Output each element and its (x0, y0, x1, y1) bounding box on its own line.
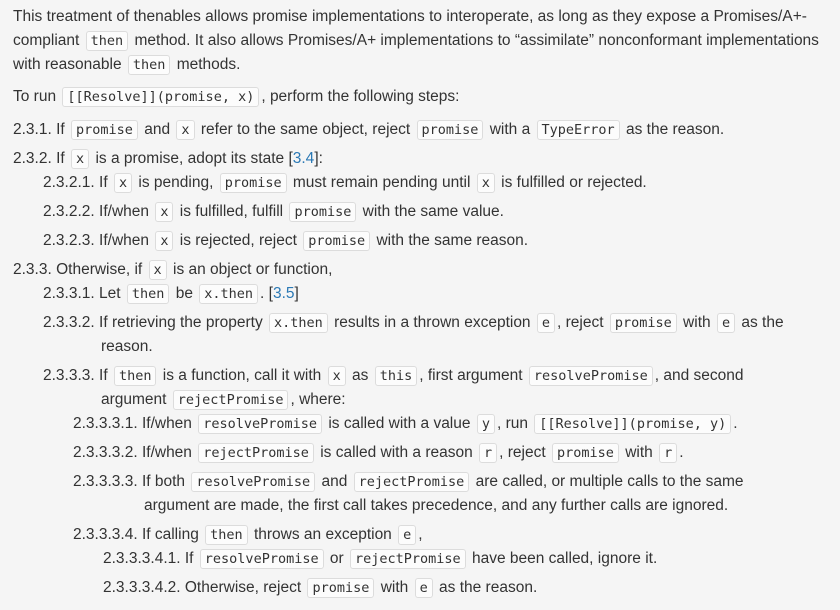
list-item-2-3-3 (13, 258, 827, 282)
item-text: , (418, 526, 423, 543)
list-item-2-3-3-3-1 (73, 412, 827, 436)
item-number: 2.3.3.3. (43, 367, 95, 384)
item-text: If (99, 367, 112, 384)
item-number: 2.3.2.3. (43, 232, 95, 249)
list-item-2-3-3-3-2 (73, 441, 827, 465)
item-text: Otherwise, if (56, 261, 147, 278)
item-text: must remain pending until (288, 174, 475, 191)
intro-text: , perform the following steps: (261, 88, 460, 105)
item-text: or (325, 550, 348, 567)
item-text: is pending, (134, 174, 218, 191)
list-item-2-3-3-3-4-2 (103, 576, 827, 600)
item-text: If (99, 174, 112, 191)
code-inline: resolvePromise (529, 366, 653, 386)
item-text: argument are made, the first call takes precedence, and any further calls are ignored. (144, 497, 729, 514)
item-text: with (620, 444, 658, 461)
code-inline: x (477, 173, 495, 193)
item-text: , first argument (419, 367, 527, 384)
item-text: throws an exception (249, 526, 397, 543)
code-inline: x (114, 173, 132, 193)
item-number: 2.3.3.1. (43, 285, 95, 302)
list-item-2-3-3-2 (43, 311, 827, 359)
intro-text: method. It also allows Promises/A+ implementations to “assimilate” nonconformant implementations with reasonable (13, 32, 819, 73)
code-inline: then (205, 525, 248, 545)
item-text: If/when (99, 203, 154, 220)
item-text: . [ (260, 285, 273, 302)
item-number: 2.3.2.2. (43, 203, 95, 220)
code-inline: rejectPromise (350, 549, 466, 569)
list-item-2-3-3-3-4 (73, 523, 827, 547)
item-text: , reject (499, 444, 550, 461)
item-text: is an object or function, (168, 261, 333, 278)
item-text: If (56, 150, 70, 167)
item-text: argument (101, 391, 171, 408)
footnote-link-3-5[interactable]: 3.5 (272, 285, 295, 302)
item-text: with (376, 579, 413, 596)
item-text: is fulfilled or rejected. (496, 174, 647, 191)
code-inline: x (155, 231, 173, 251)
code-resolve: [[Resolve]](promise, x) (62, 87, 259, 107)
code-inline: promise (303, 231, 370, 251)
footnote-link-3-4[interactable]: 3.4 (292, 150, 315, 167)
item-text: are called, or multiple calls to the same (471, 473, 744, 490)
item-text: If/when (99, 232, 154, 249)
item-text: is a promise, adopt its state [ (91, 150, 293, 167)
item-text: , reject (557, 314, 608, 331)
item-text: with the same value. (358, 203, 504, 220)
code-inline: e (537, 313, 555, 333)
item-text: as the (737, 314, 784, 331)
item-text: as the reason. (621, 121, 725, 138)
item-number: 2.3.3.3.4.1. (103, 550, 181, 567)
code-inline: y (477, 414, 495, 434)
list-item-2-3-3-3-4-1 (103, 547, 827, 571)
list-item-2-3-3-3 (43, 364, 827, 412)
intro-paragraph (13, 5, 827, 77)
code-inline: r (479, 443, 497, 463)
list-item-2-3-2-3 (43, 229, 827, 253)
code-inline: x (71, 149, 89, 169)
code-inline: then (127, 284, 170, 304)
code-inline: x.then (199, 284, 258, 304)
code-inline: promise (417, 120, 484, 140)
code-inline: TypeError (537, 120, 620, 140)
item-text: ] (294, 285, 299, 302)
item-number: 2.3.3.3.4. (73, 526, 138, 543)
item-text: If/when (141, 415, 197, 432)
code-then: then (86, 31, 129, 51)
intro-text: To run (13, 88, 61, 105)
item-text: , where: (290, 391, 346, 408)
resolve-paragraph (13, 85, 827, 109)
item-number: 2.3.3.2. (43, 314, 95, 331)
item-text: with the same reason. (372, 232, 529, 249)
item-text: . (733, 415, 738, 432)
item-number: 2.3.2.1. (43, 174, 95, 191)
item-text: Let (99, 285, 125, 302)
code-inline: rejectPromise (173, 390, 289, 410)
item-text: is fulfilled, fulfill (175, 203, 288, 220)
item-text: Otherwise, reject (184, 579, 306, 596)
code-inline: e (717, 313, 735, 333)
code-inline: this (375, 366, 418, 386)
code-then: then (128, 55, 171, 75)
item-text: . (679, 444, 684, 461)
list-item-2-3-2 (13, 147, 827, 171)
item-text: with a (485, 121, 535, 138)
item-text: If/when (141, 444, 197, 461)
list-item-2-3-1 (13, 118, 827, 142)
code-inline: x (155, 202, 173, 222)
list-item-2-3-2-1 (43, 171, 827, 195)
code-inline: promise (610, 313, 677, 333)
item-text: If (184, 550, 198, 567)
code-inline: e (398, 525, 416, 545)
code-inline: promise (220, 173, 287, 193)
item-text: and (139, 121, 175, 138)
code-inline: resolvePromise (200, 549, 324, 569)
item-text: ]: (314, 150, 323, 167)
intro-text: methods. (172, 56, 241, 73)
item-text: be (171, 285, 198, 302)
item-text: as (347, 367, 373, 384)
item-number: 2.3.3.3.2. (73, 444, 138, 461)
code-inline: promise (71, 120, 138, 140)
code-inline: resolvePromise (191, 472, 315, 492)
code-inline: promise (552, 443, 619, 463)
code-inline: x (176, 120, 194, 140)
item-text: , run (496, 415, 533, 432)
item-text: If retrieving the property (99, 314, 268, 331)
list-item-2-3-3-3-3 (73, 470, 827, 518)
item-text: is called with a value (324, 415, 475, 432)
item-text: If calling (141, 526, 204, 543)
code-inline: x.then (269, 313, 328, 333)
item-number: 2.3.3.3.1. (73, 415, 138, 432)
item-text: refer to the same object, reject (196, 121, 415, 138)
item-text: with (678, 314, 715, 331)
item-text: as the reason. (434, 579, 538, 596)
item-text: is rejected, reject (175, 232, 302, 249)
item-number: 2.3.1. (13, 121, 52, 138)
item-text: reason. (101, 338, 153, 355)
code-inline: x (328, 366, 346, 386)
code-inline: promise (289, 202, 356, 222)
code-inline: x (149, 260, 167, 280)
item-text: If (56, 121, 70, 138)
item-text: results in a thrown exception (329, 314, 535, 331)
item-text: If both (141, 473, 190, 490)
item-text: and (317, 473, 352, 490)
item-number: 2.3.3.3.3. (73, 473, 138, 490)
item-text: is called with a reason (315, 444, 478, 461)
list-item-2-3-3-1 (43, 282, 827, 306)
item-text: , and second (654, 367, 744, 384)
code-inline: resolvePromise (198, 414, 322, 434)
code-inline: [[Resolve]](promise, y) (534, 414, 731, 434)
item-text: is a function, call it with (158, 367, 326, 384)
item-number: 2.3.2. (13, 150, 52, 167)
code-inline: promise (307, 578, 374, 598)
item-number: 2.3.3.3.4.2. (103, 579, 181, 596)
code-inline: rejectPromise (354, 472, 470, 492)
code-inline: e (415, 578, 433, 598)
code-inline: rejectPromise (198, 443, 314, 463)
item-number: 2.3.3. (13, 261, 52, 278)
intro-text: This treatment of thenables allows promise implementations to interoperate, as long as they expose a Promises/A+-compliant (13, 8, 807, 49)
code-inline: r (659, 443, 677, 463)
list-item-2-3-2-2 (43, 200, 827, 224)
code-inline: then (114, 366, 157, 386)
item-text: have been called, ignore it. (467, 550, 658, 567)
